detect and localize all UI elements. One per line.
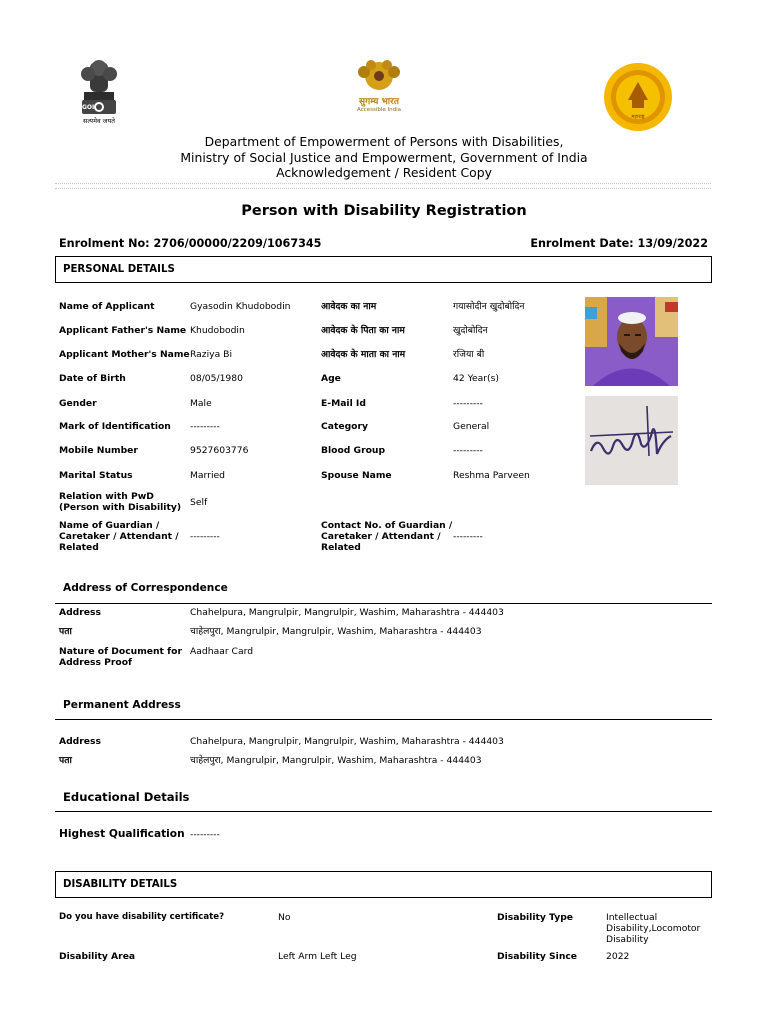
correspondence-rule [55, 603, 712, 604]
blood-group-value: --------- [453, 445, 483, 456]
national-emblem-logo [76, 56, 122, 136]
header-divider [55, 183, 711, 189]
guardian-contact-value: --------- [453, 531, 483, 542]
applicant-name-value: Gyasodin Khudobodin [190, 301, 291, 312]
blood-group-label: Blood Group [321, 445, 386, 456]
spouse-name-label: Spouse Name [321, 470, 392, 481]
guardian-contact-label-line2: Caretaker / Attendant / [321, 531, 441, 542]
disability-type-label: Disability Type [497, 912, 574, 923]
educational-details-heading: Educational Details [63, 790, 190, 804]
father-name-hi-value: खुदोबोदिन [453, 325, 488, 336]
dob-value: 08/05/1980 [190, 373, 243, 384]
identification-mark-value: --------- [190, 421, 220, 432]
gender-value: Male [190, 398, 212, 409]
disability-area-label: Disability Area [59, 951, 136, 962]
accessible-india-caption: सुगम्य भारत [359, 97, 399, 107]
relation-label-line2: (Person with Disability) [59, 502, 182, 513]
applicant-photo [585, 297, 678, 386]
guardian-value: --------- [190, 531, 220, 542]
permanent-address-heading: Permanent Address [63, 699, 181, 711]
address-proof-label-line2: Address Proof [59, 657, 133, 668]
permanent-address-rule [55, 719, 712, 720]
mother-name-hi-value: रजिया बी [453, 349, 485, 360]
mother-name-label: Applicant Mother's Name [59, 349, 190, 360]
correspondence-address-value: Chahelpura, Mangrulpir, Mangrulpir, Washim, Maharashtra - 444403 [190, 607, 504, 618]
relation-label [59, 491, 181, 513]
permanent-address-hi-value: चाहेलपुरा, Mangrulpir, Mangrulpir, Washim, Maharashtra - 444403 [190, 755, 482, 766]
guardian-contact-label-line1: Contact No. of Guardian / [321, 520, 453, 531]
qualification-value: --------- [190, 829, 220, 840]
emblem-badge: GOI [82, 104, 95, 111]
address-proof-value: Aadhaar Card [190, 646, 254, 657]
correspondence-address-hi-label: पता [59, 626, 72, 637]
marital-status-label: Marital Status [59, 470, 133, 481]
relation-label-line1: Relation with PwD [59, 491, 154, 502]
correspondence-heading: Address of Correspondence [63, 582, 228, 594]
email-value: --------- [453, 398, 483, 409]
enrolment-number: Enrolment No: 2706/00000/2209/1067345 [59, 237, 322, 250]
disability-type-value [606, 912, 700, 945]
dob-label: Date of Birth [59, 373, 126, 384]
mother-name-hi-label: आवेदक के माता का नाम [321, 349, 406, 360]
guardian-label [59, 520, 179, 553]
address-proof-label [59, 646, 182, 668]
header-ministry: Ministry of Social Justice and Empowerment, Government of India [180, 149, 588, 165]
father-name-hi-label: आवेदक के पिता का नाम [321, 325, 405, 336]
applicant-name-label: Name of Applicant [59, 301, 155, 312]
mobile-value: 9527603776 [190, 445, 249, 456]
header-block [0, 134, 768, 181]
applicant-name-hi-value: गयासोदीन खुदोबोदिन [453, 301, 525, 312]
page-title: Person with Disability Registration [241, 203, 527, 219]
accessible-india-subcaption: Accessible India [356, 107, 401, 113]
age-label: Age [321, 373, 341, 384]
accessible-india-logo [344, 58, 414, 118]
disability-area-value: Left Arm Left Leg [278, 951, 357, 962]
disability-since-label: Disability Since [497, 951, 578, 962]
disability-type-line1: Intellectual [606, 912, 658, 923]
email-label: E-Mail Id [321, 398, 366, 409]
personal-details-header [55, 256, 712, 283]
maharashtra-seal-logo [602, 62, 674, 132]
permanent-address-hi-label: पता [59, 755, 72, 766]
address-proof-label-line1: Nature of Document for [59, 646, 182, 657]
spouse-name-value: Reshma Parveen [453, 470, 530, 481]
marital-status-value: Married [190, 470, 225, 481]
header-department: Department of Empowerment of Persons with Disabilities, [204, 134, 564, 149]
applicant-name-hi-label: आवेदक का नाम [321, 301, 377, 312]
disability-certificate-label: Do you have disability certificate? [59, 912, 225, 922]
correspondence-address-hi-value: चाहेलपुरा, Mangrulpir, Mangrulpir, Washim, Maharashtra - 444403 [190, 626, 482, 637]
disability-certificate-value: No [278, 912, 291, 923]
permanent-address-value: Chahelpura, Mangrulpir, Mangrulpir, Washim, Maharashtra - 444403 [190, 736, 504, 747]
guardian-label-line2: Caretaker / Attendant / [59, 531, 179, 542]
disability-type-line2: Disability,Locomotor [606, 923, 701, 934]
category-label: Category [321, 421, 368, 432]
mobile-label: Mobile Number [59, 445, 138, 456]
maharashtra-seal-text: महाराष्ट्र [631, 114, 645, 120]
mother-name-value: Raziya Bi [190, 349, 233, 360]
age-value: 42 Year(s) [453, 373, 500, 384]
guardian-label-line3: Related [59, 542, 99, 553]
personal-details-heading: PERSONAL DETAILS [63, 264, 175, 275]
disability-details-header [55, 871, 712, 898]
enrolment-date: Enrolment Date: 13/09/2022 [530, 237, 708, 250]
guardian-contact-label-line3: Related [321, 542, 361, 553]
guardian-contact-label [321, 520, 452, 553]
identification-mark-label: Mark of Identification [59, 421, 171, 432]
disability-details-heading: DISABILITY DETAILS [63, 879, 178, 890]
applicant-signature [585, 396, 678, 485]
permanent-address-label: Address [59, 736, 101, 747]
educational-details-rule [55, 811, 712, 812]
father-name-label: Applicant Father's Name [59, 325, 187, 336]
correspondence-address-label: Address [59, 607, 101, 618]
relation-value: Self [190, 497, 208, 508]
qualification-label: Highest Qualification [59, 828, 185, 840]
guardian-label-line1: Name of Guardian / [59, 520, 160, 531]
father-name-value: Khudobodin [190, 325, 245, 336]
category-value: General [453, 421, 490, 432]
disability-type-line3: Disability [606, 934, 649, 945]
emblem-caption: सत्यमेव जयते [83, 117, 115, 125]
disability-since-value: 2022 [606, 951, 630, 962]
header-copy-type: Acknowledgement / Resident Copy [276, 165, 492, 181]
gender-label: Gender [59, 398, 97, 409]
